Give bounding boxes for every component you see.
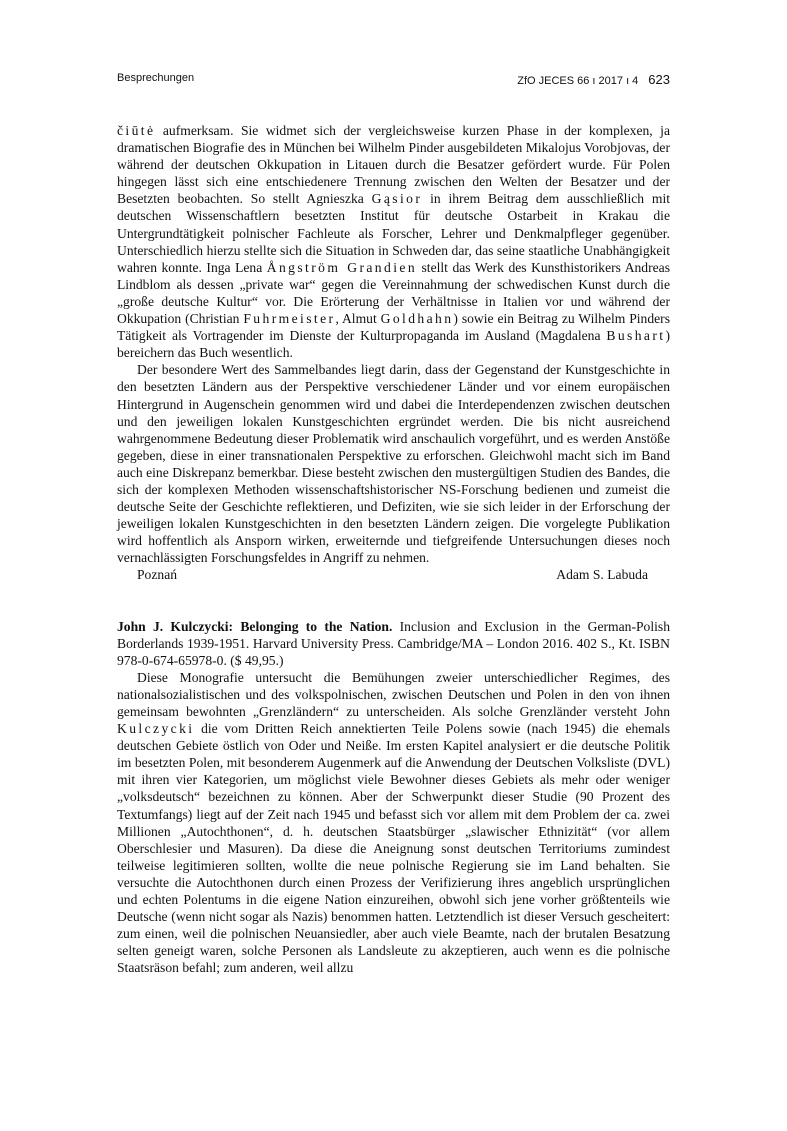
author-name: Gąsior	[371, 191, 423, 207]
reviewer-place: Poznań	[137, 567, 178, 583]
review1-paragraph-1	[117, 122, 670, 361]
review1-signoff	[117, 566, 670, 583]
text-segment: in ihrem Beitrag dem ausschließlich mit deutschen Wissenschaftlern besetzten Institut für deutsche Ostarbeit in Krakau die Untergrundtätigkeit polnischer Fachleute als Forscher, Lehrer und Denkmalpfleger gegenüber. Unterschiedlich hierzu stellte sich die Situation in Schweden dar, das seine staatliche Unabhängigkeit wahren konnte. Inga Lena	[117, 191, 670, 275]
article-body	[117, 122, 670, 977]
text-segment: , Almut	[335, 311, 381, 327]
text-segment: die vom Dritten Reich annektierten Teile Polens sowie (nach 1945) die ehemals deutschen Gebiete östlich von Oder und Neiße. Im ersten Kapitel analysiert er die deutsche Politik im besetzten Polen, mit besonderem Augenmerk auf die Anwendung der Deutschen Volksliste (DVL) mit ihren vier Kategorien, um möglichst viele Bewohner dieses Gebiets als mehr oder weniger „volksdeutsch“ bezeichnen zu können. Aber der Schwerpunkt dieser Studie (90 Prozent des Textumfangs) liegt auf der Zeit nach 1945 und befasst sich vor allem mit dem Problem der ca. zwei Millionen „Autochthonen“, d. h. deutschen Staatsbürger „slawischer Ethnizität“ (vor allem Oberschlesier und Masuren). Da diese die Aneignung sonst deutschen Territoriums zumindest teilweise legitimieren sollten, wollte die neue polnische Regierung sie im Land behalten. Sie versuchte die Autochthonen durch einen Prozess der Verifizierung ihres angeblich ursprünglichen und echten Polentums in die eigene Nation einzureihen, obwohl sich jene vorher größtenteils wie Deutsche (wenn nicht sogar als Nazis) benommen hatten. Letztendlich ist dieser Versuch gescheitert: zum einen, weil die polnischen Neuansiedler, aber auch viele Beamte, nach der brutalen Besatzung selten geneigt waren, solche Personen als Landsleute zu akzeptieren, auch wenn es die polnische Staatsräson befahl; zum anderen, weil allzu	[117, 721, 670, 976]
author-name: Goldhahn	[380, 311, 454, 327]
author-name: Fuhrmeister	[243, 311, 336, 327]
review2-bibliographic-heading	[117, 618, 670, 669]
reviewer-name: Adam S. Labuda	[556, 567, 648, 583]
journal-issue: ZfO JECES 66 ı 2017 ı 4	[517, 75, 639, 87]
text-segment: Diese Monografie untersucht die Bemühungen zweier unterschiedlicher Regimes, des nationalsozialistischen und des volkspolnischen, zwischen Deutschen und Polen in den von ihnen gemeinsam bewohnten „Grenzländern“ zu unterscheiden. Als solche Grenzländer versteht John	[117, 669, 670, 719]
section-title: Besprechungen	[117, 72, 195, 84]
author-name: Ångström Grandien	[266, 259, 418, 275]
section-gap	[117, 584, 670, 618]
author-name: čiūtė	[117, 123, 156, 138]
review2-title-rest: Inclusion and Exclusion in the German-Polish Borderlands 1939-1951. Harvard University Press. Cambridge/MA – London 2016. 402 S., Kt. ISBN 978-0-674-65978-0. ($ 49,95.)	[117, 618, 670, 668]
journal-info	[517, 72, 670, 87]
text-segment: aufmerksam. Sie widmet sich der vergleichsweise kurzen Phase in der komplexen, ja dramatischen Biografie des in München bei Wilhelm Pinder ausgebildeten Mikalojus Vorobjovas, der während der deutschen Okkupation in Litauen durch die Besatzer gefördert wurde. Für Polen hingegen lässt sich eine entschiedenere Trennung zwischen den Welten der Besatzer und der Besetzten beobachten. So stellt Agnieszka	[117, 123, 670, 207]
text-segment: stellt das Werk des Kunsthistorikers Andreas Lindblom als dessen „private war“ gegen die Vereinnahmung der schwedischen Kunst durch die „große deutsche Kultur“ vor. Die Erörterung der Verhältnisse in Italien vor und während der Okkupation (Christian	[117, 259, 670, 327]
page-number: 623	[648, 72, 670, 87]
author-name: Bushart	[606, 328, 666, 344]
author-name: Kulczycki	[117, 721, 195, 737]
text-segment: ) sowie ein Beitrag zu Wilhelm Pinders Tätigkeit als Vortragender im Dienste der Kulturpropaganda im Ausland (Magdalena	[117, 311, 671, 344]
running-header	[117, 72, 670, 92]
text-segment: ) bereichern das Buch wesentlich.	[117, 328, 670, 361]
review1-paragraph-2: Der besondere Wert des Sammelbandes liegt darin, dass der Gegenstand der Kunstgeschichte in den besetzten Ländern aus der Perspektive verschiedener Länder und vor einem europäischen Hintergrund in Augenschein genommen wird und dabei die Interdependenzen zwischen deutschen und den jeweiligen lokalen Kunstgeschichten ergründet werden. Die bis nicht ausreichend wahrgenommene Bedeutung dieser Problematik wird anschaulich vorgeführt, und es werden Anstöße gegeben, diese in einer transnationalen Perspektive zu erforschen. Gleichwohl macht sich im Band auch eine Diskrepanz bemerkbar. Diese besteht zwischen den mustergültigen Studien des Bandes, die sich der komplexen Methoden wissenschaftshistorischer NS-Forschung bedienen und zumeist die deutsche Seite der Geschichte reflektieren, und Defiziten, wie sie sich leider in der Erforschung der jeweiligen lokalen Kunstgeschichten in den besetzten Ländern zeigen. Die vorgelegte Publikation wird hoffentlich als Ansporn wirken, erweiternde und tiefgreifende Untersuchungen dieses noch vernachlässigten Forschungsfeldes in Angriff zu nehmen.	[117, 362, 670, 566]
review2-title-bold: John J. Kulczycki: Belonging to the Nation.	[117, 618, 393, 634]
review2-paragraph-1	[117, 669, 670, 977]
